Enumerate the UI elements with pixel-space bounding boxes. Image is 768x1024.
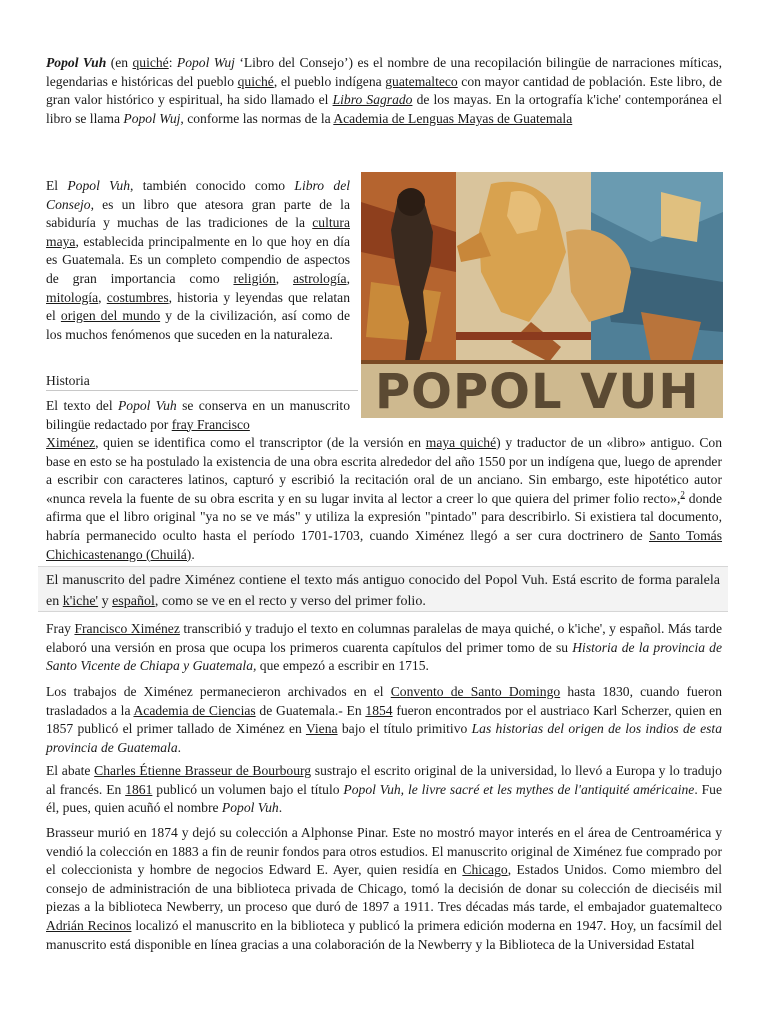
brasseur-paragraph: [46, 762, 722, 818]
link-francisco-ximenez[interactable]: Francisco Ximénez: [74, 621, 180, 636]
link-astrologia[interactable]: astrología: [292, 270, 347, 286]
title-term: Popol Vuh: [46, 55, 107, 70]
text: , conforme las normas de la: [180, 110, 334, 126]
text: y: [98, 594, 113, 609]
text: , como se ve en el recto y verso del primer folio.: [154, 594, 426, 609]
text: , es un libro que atesora gran parte de la sabiduría y muchas de las tradiciones de la: [46, 196, 350, 231]
text: donde afirma que el libro original "ya no se ve más" y utiliza la expresión "pintado" para describirlo. Si existiera tal documento, habría permanecido oculto hasta el período 1701-1703, cuando Ximénez llegó a ser cura doctrinero de: [46, 490, 722, 543]
text: localizó el manuscrito en la biblioteca y publicó la primera edición moderna en 1947. Hoy, un facsímil del manuscrito está disponible en línea gracias a una colaboración de la Newberry y la Biblioteca de la Universidad Estatal: [46, 917, 722, 952]
text: fueron encontrados por el austriaco Karl Scherzer, quien en 1857 publicó el primer tallado de Ximénez en: [46, 702, 722, 737]
link-cultura-maya[interactable]: cultura maya: [46, 215, 350, 249]
link-guatemalteco[interactable]: guatemalteco: [385, 73, 458, 89]
link-libro-sagrado[interactable]: Libro Sagrado: [332, 92, 413, 108]
text: ,: [275, 270, 293, 286]
text: , establecida principalmente en lo que hoy en día es Guatemala. Es un completo compendio de aspectos de gran importancia como: [46, 233, 350, 286]
link-mitologia[interactable]: mitología: [46, 289, 99, 305]
italic-term: Libro del Consejo: [46, 178, 350, 212]
text: El manuscrito del padre Ximénez contiene el texto más antiguo conocido del Popol Vuh. Está escrito de forma paralela en: [46, 573, 720, 609]
italic-term: Historia de la provincia de Santo Vicente de Chiapa y Guatemala,: [46, 639, 722, 674]
text: Los trabajos de Ximénez permanecieron archivados en el: [46, 684, 391, 699]
illustration-art: [361, 172, 723, 418]
text: ,: [346, 270, 350, 286]
link-santo-tomas[interactable]: Santo Tomás Chichicastenango (Chuilá): [46, 527, 723, 562]
description-paragraph: [46, 177, 350, 344]
history-paragraph-start: [46, 397, 350, 434]
link-origen-del-mundo[interactable]: origen del mundo: [60, 308, 161, 324]
text: , historia y leyendas que relatan el: [46, 289, 350, 324]
link-academia-lenguas[interactable]: Academia de Lenguas Mayas de Guatemala: [333, 110, 573, 126]
link-viena[interactable]: Viena: [305, 721, 338, 737]
text: de los mayas. En la ortografía k'iche' contemporánea el libro se llama: [46, 92, 722, 126]
link-1861[interactable]: 1861: [125, 781, 153, 797]
citation-link[interactable]: 2: [680, 489, 685, 500]
collection-paragraph: [46, 824, 722, 954]
text: , el pueblo indígena: [273, 73, 386, 89]
popol-vuh-illustration: [361, 172, 723, 418]
italic-term: Popol Vuh: [117, 398, 177, 413]
text: de Guatemala.- En: [255, 702, 366, 718]
link-quiche[interactable]: quiché: [132, 55, 169, 70]
link-fray-francisco[interactable]: fray Francisco: [171, 416, 250, 432]
intro-paragraph: [46, 54, 722, 128]
text: y de la civilización, así como de los muchos fenómenos que suceden en la naturaleza.: [46, 308, 350, 342]
text: que empezó a escribir en 1715.: [256, 658, 429, 674]
text: El texto del: [46, 398, 118, 413]
section-heading-historia: Historia: [46, 372, 358, 391]
text: , Estados Unidos. Como miembro del consejo de administración de una biblioteca privada de Chicago, tomó la decisión de donar su colección de dieciséis mil piezas a la biblioteca Newberry, un proceso que duró de 1897 a 1911. Tres décadas más tarde, el embajador guatemalteco: [46, 862, 722, 915]
text: .: [177, 739, 182, 755]
text: ‘Libro del Consejo’) es el nombre de una recopilación bilingüe de narraciones míticas, legendarias e históricas del pueblo: [46, 55, 722, 89]
text: .: [278, 800, 283, 816]
text: . Fue él, pues, quien acuñó el nombre: [46, 781, 722, 816]
text: (en: [106, 55, 133, 70]
italic-term: Popol Wuj: [123, 110, 181, 126]
text: hasta 1830, cuando fueron trasladados a la: [46, 684, 722, 718]
italic-term: Popol Vuh, le livre sacré et les mythes de l'antiquité américaine: [343, 781, 695, 797]
text: El abate: [46, 763, 95, 778]
text: bajo el título primitivo: [337, 721, 472, 737]
illustration-caption: POPOL VUH: [375, 364, 700, 418]
italic-term: Las historias del origen de los indios de esta provincia de Guatemala: [46, 721, 723, 755]
text: ,: [98, 289, 107, 305]
text: transcribió y tradujo el texto en columnas paralelas de maya quiché, o k'iche', y español. Más tarde elaboró una versión en prosa que ocupa los primeros cuarenta capítulos del primer tomo de su: [46, 621, 722, 655]
text: .: [191, 546, 195, 562]
text: Brasseur murió en 1874 y dejó su colección a Alphonse Pinar. Este no mostró mayor interés en el área de Centroamérica y vendió la colección en 1883 a fin de reunir fondos para otros estudios. El manuscrito original de Ximénez fue comprado por el coleccionista y hombre de negocios Edward E. Ayer, quien residía en: [46, 825, 722, 878]
link-quiche-people[interactable]: quiché: [237, 73, 274, 89]
link-religion[interactable]: religión: [233, 270, 276, 286]
ximenez-paragraph: [46, 620, 722, 676]
history-paragraph: [46, 434, 722, 564]
text: publicó un volumen bajo el título: [152, 781, 344, 797]
text: se conserva en un manuscrito bilingüe redactado por: [46, 398, 350, 432]
link-chicago[interactable]: Chicago: [462, 862, 508, 878]
link-adrian-recinos[interactable]: Adrián Recinos: [46, 917, 132, 933]
italic-term: Popol Wuj: [176, 55, 235, 70]
link-academia-ciencias[interactable]: Academia de Ciencias: [133, 702, 256, 718]
italic-term: Popol Vuh: [221, 800, 279, 816]
link-kiche[interactable]: k'iche': [62, 594, 99, 609]
text: sustrajo el escrito original de la universidad, lo llevó a Europa y lo tradujo al francés. En: [46, 763, 722, 797]
text: , también conocido como: [130, 178, 295, 193]
link-espanol[interactable]: español: [112, 594, 155, 609]
manuscript-note-box: [38, 566, 728, 612]
link-ximenez[interactable]: Ximénez: [46, 435, 96, 450]
text: El: [46, 178, 68, 193]
text: , quien se identifica como el transcriptor (de la versión en: [95, 435, 426, 450]
text: Fray: [46, 621, 75, 636]
archive-paragraph: [46, 683, 722, 757]
manuscript-note: [38, 567, 728, 612]
link-maya-quiche[interactable]: maya quiché: [425, 435, 497, 450]
link-1854[interactable]: 1854: [365, 702, 393, 718]
link-costumbres[interactable]: costumbres: [106, 289, 169, 305]
text: ) y traductor de un «libro» antiguo. Con base en esto se ha postulado la existencia de una obra escrita alrededor del año 1550 por un indígena que, luego de aprender a escribir con caracteres latinos, capturó y escribió la recitación oral de un anciano. Sin embargo, este hipotético autor «nunca revela la fuente de su obra escrita y en su lugar invita al lector a creer lo que quiera del primer folio recto»,: [46, 435, 722, 506]
link-convento[interactable]: Convento de Santo Domingo: [390, 684, 561, 699]
text: con mayor cantidad de población. Este libro, de gran valor histórico y espiritual, ha sido llamado el: [46, 73, 723, 108]
link-brasseur[interactable]: Charles Étienne Brasseur de Bourbourg: [94, 763, 312, 778]
italic-term: Popol Vuh: [67, 178, 131, 193]
text: :: [168, 55, 177, 70]
